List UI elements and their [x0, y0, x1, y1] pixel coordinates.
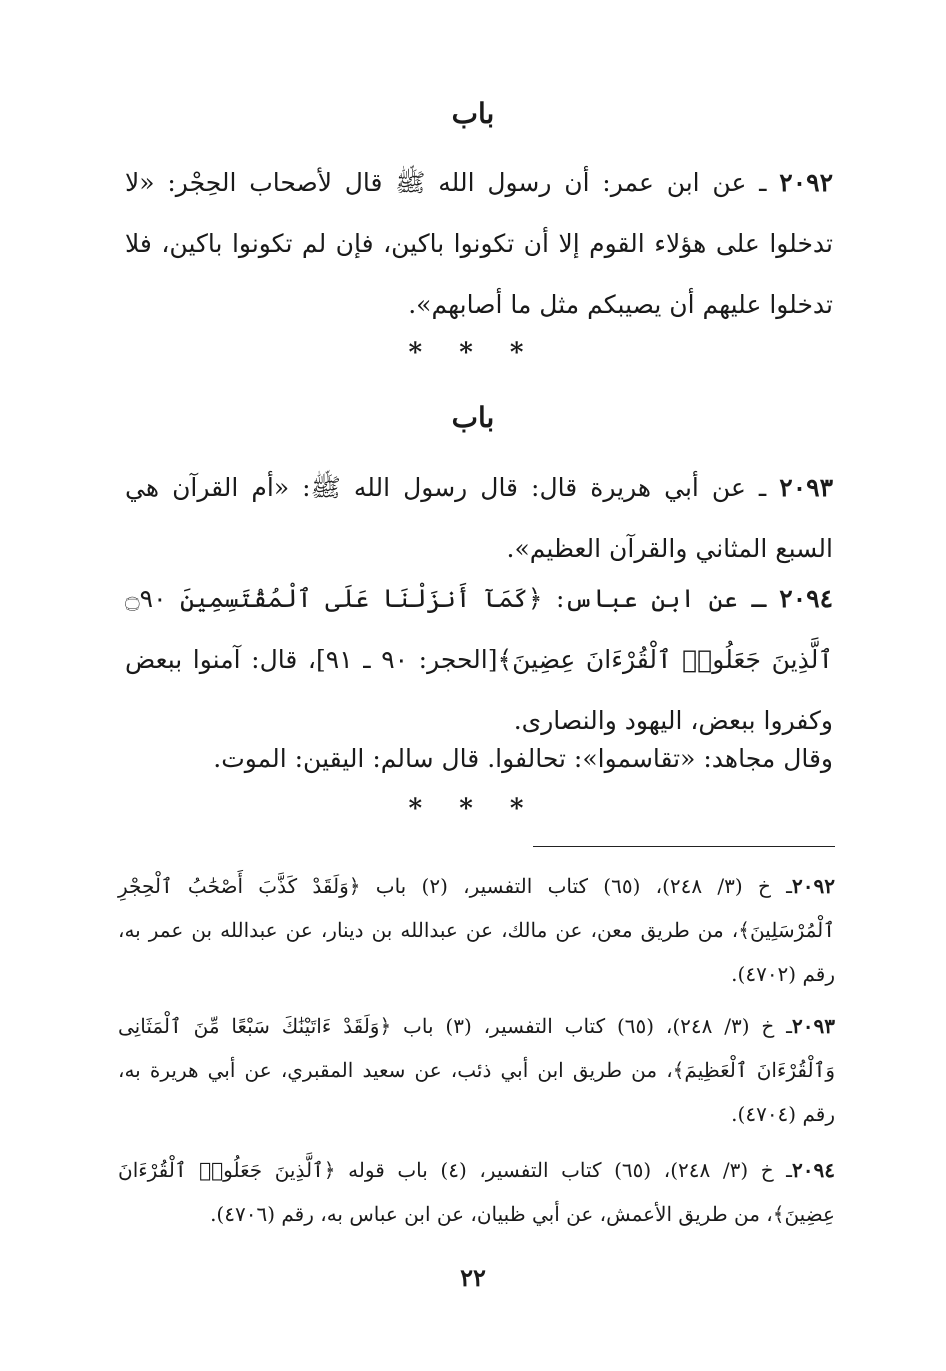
- page-number: ٢٢: [460, 1263, 486, 1292]
- footnote-divider: [533, 846, 835, 847]
- footnote-number: ٢٠٩٣: [792, 1014, 836, 1038]
- footnote-text: ـ خ (٣/ ٢٤٨)، (٦٥) كتاب التفسير، (٣) باب ﴿وَلَقَدْ ءَاتَيْنَٰكَ سَبْعًا مِّنَ ٱلْمَثَانِى وَٱلْقُرْءَانَ ٱلْعَظِيمَ﴾، من طريق ابن أبي ذئب، عن سعيد المقبري، عن أبي هريرة به، رقم (٤٧٠٤).: [118, 1014, 835, 1126]
- footnote-number: ٢٠٩٢: [792, 874, 835, 898]
- hadith-number: ٢٠٩٣: [779, 473, 833, 502]
- hadith-2092: [125, 152, 833, 335]
- hadith-text: ـ عن ابن عمر: أن رسول الله ﷺ قال لأصحاب الحِجْر: «لا تدخلوا على هؤلاء القوم إلا أن تكونوا باكين، فإن لم تكونوا باكين، فلا تدخلوا عليهم أن يصيبكم مثل ما أصابهم».: [125, 168, 833, 319]
- footnote-2093: [118, 1004, 835, 1136]
- footnote-2094: [118, 1148, 835, 1236]
- hadith-number: ٢٠٩٢: [779, 168, 833, 197]
- hadith-text: ـ عن أبي هريرة قال: قال رسول الله ﷺ: «أم القرآن هي السبع المثاني والقرآن العظيم».: [125, 473, 833, 563]
- section-heading-2: باب: [451, 401, 495, 434]
- hadith-2094: [125, 568, 833, 751]
- hadith-2093: [125, 457, 833, 579]
- section-separator-2: * * *: [408, 794, 538, 824]
- mujahid-statement: وقال مجاهد: «تقاسموا»: تحالفوا. قال سالم: اليقين: الموت.: [213, 744, 833, 773]
- footnote-2092: [118, 864, 835, 996]
- footnote-number: ٢٠٩٤: [792, 1158, 835, 1182]
- section-separator-1: * * *: [408, 338, 538, 368]
- section-heading-1: باب: [451, 97, 495, 130]
- footnote-text: ـ خ (٣/ ٢٤٨)، (٦٥) كتاب التفسير، (٢) باب ﴿وَلَقَدْ كَذَّبَ أَصْحَٰبُ ٱلْحِجْرِ ٱلْمُرْسَلِينَ﴾، من طريق معن، عن مالك، عن عبدالله بن دينار، عن عبدالله بن عمر به، رقم (٤٧٠٢).: [118, 874, 835, 986]
- footnote-text: ـ خ (٣/ ٢٤٨)، (٦٥) كتاب التفسير، (٤) باب قوله ﴿ٱلَّذِينَ جَعَلُوا۟ ٱلْقُرْءَانَ عِضِينَ﴾، من طريق الأعمش، عن أبي ظبيان، عن ابن عباس به، رقم (٤٧٠٦).: [118, 1158, 835, 1226]
- hadith-number: ٢٠٩٤: [779, 584, 833, 613]
- hadith-text: ـ عن ابن عباس: ﴿كَمَآ أَنزَلْنَا عَلَى ٱلْمُقْتَسِمِينَ ۝٩٠ ٱلَّذِينَ جَعَلُوا۟ ٱلْقُرْءَانَ عِضِينَ﴾[الحجر: ٩٠ ـ ٩١]، قال: آمنوا ببعض وكفروا ببعض، اليهود والنصارى.: [125, 584, 833, 735]
